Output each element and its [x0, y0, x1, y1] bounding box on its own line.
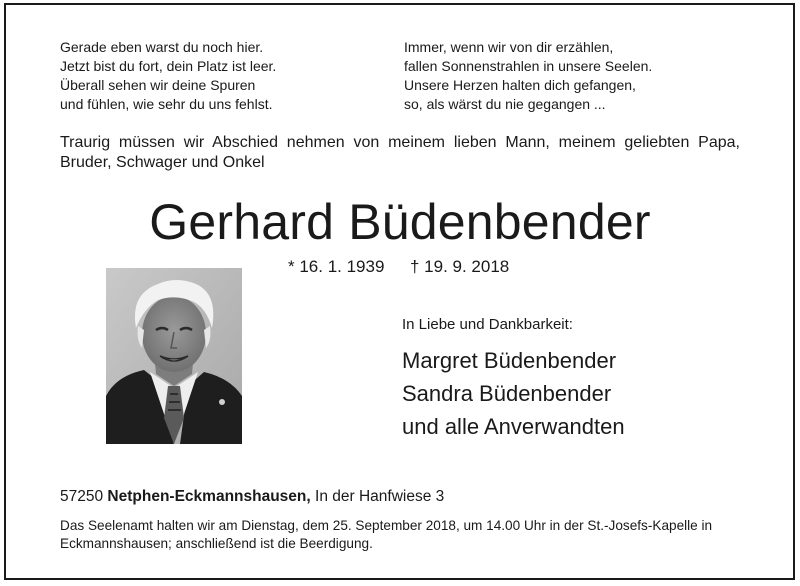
address-place: Netphen-Eckmannshausen, — [107, 488, 311, 505]
address-postcode: 57250 — [60, 488, 104, 505]
poem-line: Immer, wenn wir von dir erzählen, — [404, 39, 614, 55]
death-date: † 19. 9. 2018 — [410, 257, 510, 276]
address-street: In der Hanfwiese 3 — [315, 488, 445, 505]
service-notice: Das Seelenamt halten wir am Dienstag, dem 25. September 2018, um 14.00 Uhr in der St.-Josefs-Kapelle in Eckmannshausen; anschließend ist die Beerdigung. — [60, 518, 713, 551]
poem-line: Überall sehen wir deine Spuren — [60, 77, 256, 93]
poem-right — [404, 38, 652, 114]
portrait-photo — [106, 268, 242, 444]
family-member: und alle Anverwandten — [402, 414, 625, 439]
poem-line: Unsere Herzen halten dich gefangen, — [404, 77, 636, 93]
poem-left — [60, 38, 276, 114]
deceased-name: Gerhard Büdenbender — [149, 194, 651, 250]
poem-line: und fühlen, wie sehr du uns fehlst. — [60, 96, 273, 112]
poem-line: Jetzt bist du fort, dein Platz ist leer. — [60, 58, 277, 74]
family-member: Sandra Büdenbender — [402, 381, 612, 406]
poem-line: fallen Sonnenstrahlen in unsere Seelen. — [404, 58, 653, 74]
birth-date: * 16. 1. 1939 — [288, 257, 385, 276]
poem-line: so, als wärst du nie gegangen ... — [404, 96, 606, 112]
family-member: Margret Büdenbender — [402, 348, 617, 373]
thanks-line: In Liebe und Dankbarkeit: — [402, 316, 573, 333]
intro-text: Traurig müssen wir Abschied nehmen von meinem lieben Mann, meinem geliebten Papa, Bruder, Schwager und Onkel — [60, 134, 740, 171]
poem-line: Gerade eben warst du noch hier. — [60, 39, 264, 55]
address — [60, 487, 444, 507]
family-list — [402, 344, 625, 443]
